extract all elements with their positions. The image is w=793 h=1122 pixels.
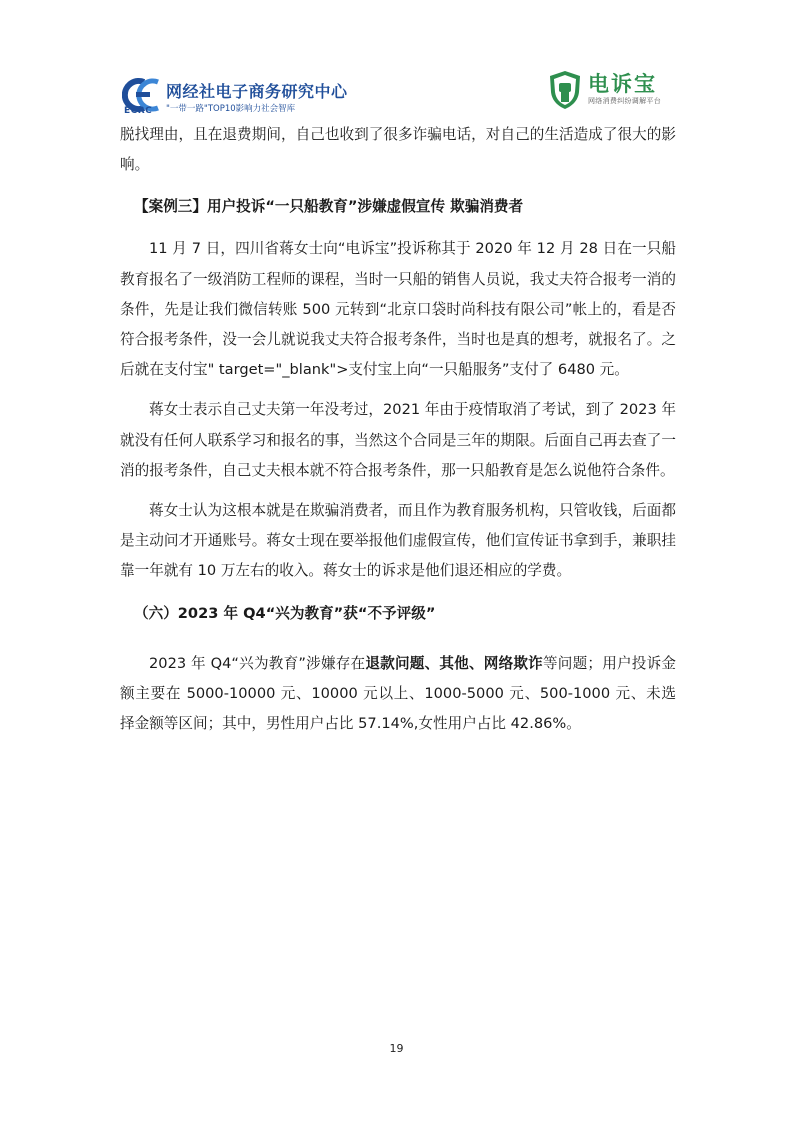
ecrc-abbreviation: ECRC xyxy=(124,106,153,116)
case3-paragraph-3: 蒋女士认为这根本就是在欺骗消费者，而且作为教育服务机构，只管收钱，后面都是主动问才开通账号。蒋女士现在要举报他们虚假宣传，他们宣传证书拿到手，兼职挂靠一年就有 10 万左右的收入。蒋女士的诉求是他们退还相应的学费。 xyxy=(120,502,676,580)
ecrc-slogan: "一带一路"TOP10影响力社会智库 xyxy=(166,104,296,114)
page-content xyxy=(120,120,676,739)
section6-text-suffix: 等问题；用户投诉金额主要在 5000-10000 元、10000 元以上、1000-5000 元、500-1000 元、未选择金额等区间；其中，男性用户占比 57.14%,女性用户占比 42.86%。 xyxy=(120,654,676,733)
section6-title: （六）2023 年 Q4“兴为教育”获“不予评级” xyxy=(134,604,436,622)
ecrc-name: 网经社电子商务研究中心 xyxy=(166,82,348,101)
complaint-issues-bold: 退款问题、其他、网络欺诈 xyxy=(365,654,543,672)
shield-fist-icon xyxy=(548,70,582,110)
section6-text-prefix: 2023 年 Q4“兴为教育”涉嫌存在 xyxy=(149,654,366,672)
case3-paragraph-2: 蒋女士表示自己丈夫第一年没考过，2021 年由于疫情取消了考试，到了 2023 年就没有任何人联系学习和报名的事，当然这个合同是三年的期限。后面自己再去查了一消的报考条件，自己丈夫根本就不符合报考条件，那一只船教育是怎么说他符合条件。 xyxy=(120,401,676,479)
paragraph-continued: 脱找理由，且在退费期间，自己也收到了很多诈骗电话，对自己的生活造成了很大的影响。 xyxy=(120,126,676,174)
case3-title: 【案例三】用户投诉“一只船教育”涉嫌虚假宣传 欺骗消费者 xyxy=(134,198,524,216)
dianshubao-logo xyxy=(548,70,678,110)
dianshubao-name: 电诉宝 xyxy=(588,72,657,96)
section6-paragraph xyxy=(120,649,676,740)
page-header xyxy=(118,70,678,116)
page-number: 19 xyxy=(389,1042,404,1055)
case3-paragraph-1: 11 月 7 日，四川省蒋女士向“电诉宝”投诉称其于 2020 年 12 月 28 日在一只船教育报名了一级消防工程师的课程，当时一只船的销售人员说，我丈夫符合报考一消的条件，先是让我们微信转账 500 元转到“北京口袋时尚科技有限公司”帐上的，看是否符合报考条件，没一会儿就说我丈夫符合报考条件，当时也是真的想考，就报名了。之后就在支付宝" target="_blank">支付宝上向“一只船服务”支付了 6480 元。 xyxy=(120,240,676,379)
ecrc-text-block xyxy=(166,83,348,115)
dianshubao-subtitle: 网络消费纠纷调解平台 xyxy=(588,97,661,105)
